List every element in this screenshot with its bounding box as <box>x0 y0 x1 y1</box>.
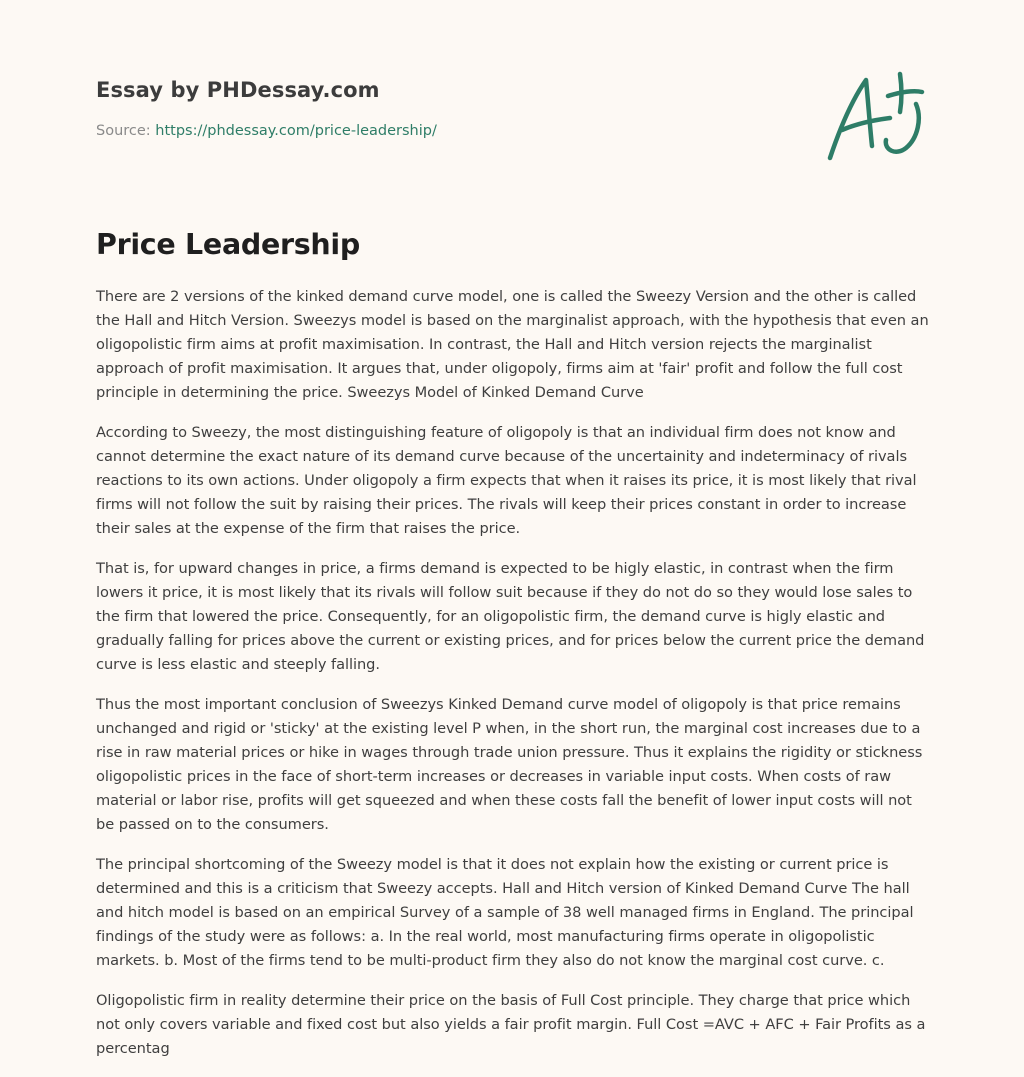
source-label: Source: <box>96 123 156 139</box>
essay-paragraph: According to Sweezy, the most distinguishing feature of oligopoly is that an individual firm does not know and cannot determine the exact nature of its demand curve because of the uncertainity and indeterminacy of rivals reactions to its own actions. Under oligopoly a firm expects that when it raises its price, it is most likely that rival firms will not follow the suit by raising their prices. The rivals will keep their prices constant in order to increase their sales at the expense of the firm that raises the price. <box>96 424 917 537</box>
essay-paragraph: Oligopolistic firm in reality determine their price on the basis of Full Cost principle. They charge that price which not only covers variable and fixed cost but also yields a fair profit margin. Full Cost =AVC + AFC + Fair Profits as a percentag <box>96 992 926 1057</box>
essay-paragraph: There are 2 versions of the kinked demand curve model, one is called the Sweezy Version and the other is called the Hall and Hitch Version. Sweezys model is based on the marginalist approach, with the hypothesis that even an oligopolistic firm aims at profit maximisation. In contrast, the Hall and Hitch version rejects the marginalist approach of profit maximisation. It argues that, under oligopoly, firms aim at 'fair' profit and follow the full cost principle in determining the price. Sweezys Model of Kinked Demand Curve <box>96 288 929 401</box>
site-brand: Essay by PHDessay.com <box>96 78 380 102</box>
essay-paragraph: Thus the most important conclusion of Sweezys Kinked Demand curve model of oligopoly is that price remains unchanged and rigid or 'sticky' at the existing level P when, in the short run, the marginal cost increases due to a rise in raw material prices or hike in wages through trade union pressure. Thus it explains the rigidity or stickness oligopolistic prices in the face of short-term increases or decreases in variable input costs. When costs of raw material or labor rise, profits will get squeezed and when these costs fall the benefit of lower input costs will not be passed on to the consumers. <box>96 696 923 833</box>
essay-paragraph: That is, for upward changes in price, a firms demand is expected to be higly elastic, in contrast when the firm lowers it price, it is most likely that its rivals will follow suit because if they do not do so they would lose sales to the firm that lowered the price. Consequently, for an oligopolistic firm, the demand curve is higly elastic and gradually falling for prices above the current or existing prices, and for prices below the current price the demand curve is less elastic and steeply falling. <box>96 560 925 673</box>
page-header <box>96 75 926 139</box>
source-link[interactable]: https://phdessay.com/price-leadership/ <box>155 123 437 139</box>
essay-paragraph: The principal shortcoming of the Sweezy model is that it does not explain how the existing or current price is determined and this is a criticism that Sweezy accepts. Hall and Hitch version of Kinked Demand Curve The hall and hitch model is based on an empirical Survey of a sample of 38 well managed firms in England. The principal findings of the study were as follows: a. In the real world, most manufacturing firms operate in oligopolistic markets. b. Most of the firms tend to be multi-product firm they also do not know the marginal cost curve. c. <box>96 856 914 969</box>
essay-title: Price Leadership <box>96 228 360 261</box>
source-line <box>96 123 437 139</box>
a-plus-logo-icon <box>822 66 930 166</box>
essay-body <box>96 285 930 1077</box>
